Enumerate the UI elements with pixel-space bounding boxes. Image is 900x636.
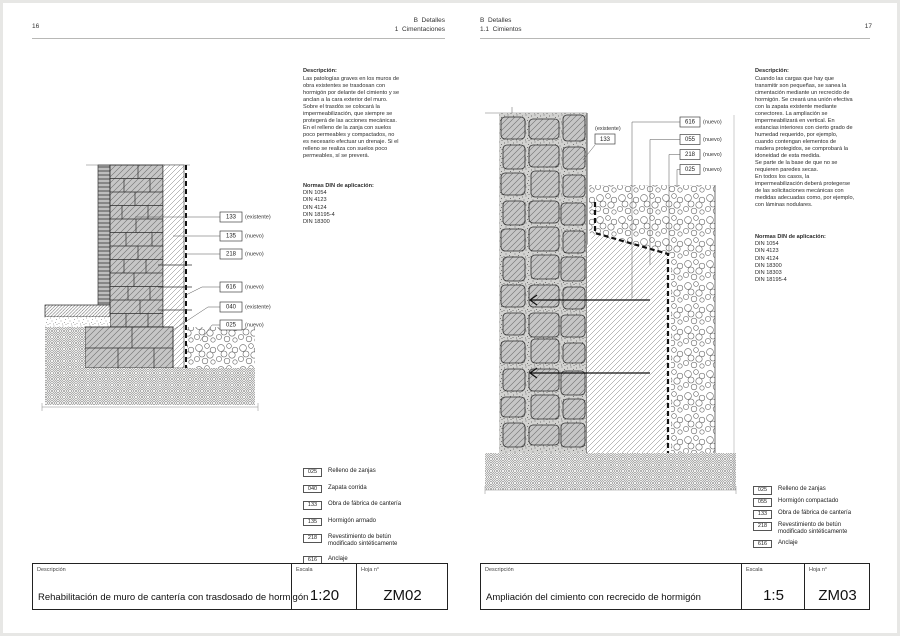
material-legend (303, 468, 410, 573)
description-paragraph: Cuando las cargas que hay que transmitir son pequeñas, se sanea la cimentación mediante un recrecido de hormigón. Se creará una unión efectiva con la zapata existente mediante conectores. La ampliación se impermeabilizará en vertical. En estancias interiores con cierto grado de humedad requerido, por ejemplo, cuando contengan elementos de madera protegidos, se comprobará la idoneidad de esta medida. (755, 76, 853, 159)
callout-labels (595, 117, 722, 175)
legend-row (303, 518, 410, 527)
header-rule (480, 38, 870, 39)
description-paragraph: En el relleno de la zanja con suelos poco permeables y compactados, no es necesario efectuar un drenaje. Si el relleno se realiza con suelos poco permeables, sí se preverá. (303, 125, 399, 159)
header-line1: B Detalles (413, 17, 445, 24)
legend-code: 040 (303, 485, 322, 494)
page-number: 17 (864, 23, 872, 30)
svg-text:(nuevo): (nuevo) (703, 166, 722, 173)
sheet-number: ZM02 (383, 587, 422, 604)
din-norm: DIN 4123 (755, 248, 779, 255)
svg-text:(existente): (existente) (595, 126, 621, 132)
din-norm: DIN 18195-4 (303, 211, 335, 218)
sheet-label: Hoja n° (809, 567, 828, 573)
scale-label: Escala (296, 567, 313, 573)
callout-135 (220, 231, 264, 241)
legend-code: 616 (753, 540, 772, 549)
masonry-wall (485, 107, 587, 453)
din-norms-title: Normas DIN de aplicación: (755, 234, 826, 240)
din-norm: DIN 1054 (755, 241, 779, 248)
svg-text:(nuevo): (nuevo) (703, 136, 722, 143)
interior-floor (45, 305, 110, 327)
scale-cell (291, 564, 357, 609)
description-title: Descripción: (755, 68, 789, 74)
callout-218 (220, 249, 264, 259)
legend-code: 218 (753, 522, 772, 531)
title-block (32, 563, 448, 610)
din-norm: DIN 1054 (303, 190, 327, 197)
svg-text:025: 025 (225, 322, 237, 329)
soil-hatch (485, 453, 736, 490)
svg-text:(nuevo): (nuevo) (245, 233, 264, 240)
svg-text:055: 055 (684, 137, 696, 144)
legend-label: Hormigón compactado (778, 498, 839, 504)
description-paragraph: En todos los casos, la impermeabilización deberá protegerse de las solicitaciones mecánicas con medidas adecuadas como, por ejemplo, con láminas nodulares. (755, 174, 855, 208)
header-line1: B Detalles (480, 17, 512, 24)
svg-text:133: 133 (599, 137, 611, 144)
titleblock-desc-label: Descripción (485, 567, 514, 573)
legend-code: 133 (753, 510, 772, 519)
din-norm: DIN 4124 (303, 204, 327, 211)
svg-text:218: 218 (684, 152, 696, 159)
legend-label: Relleno de zanjas (778, 486, 826, 492)
legend-row (303, 468, 410, 477)
svg-text:(nuevo): (nuevo) (703, 119, 722, 126)
scale-label: Escala (746, 567, 763, 573)
din-norm: DIN 18195-4 (755, 277, 787, 284)
din-norm: DIN 18300 (303, 219, 330, 226)
sheet-number: ZM03 (818, 587, 857, 604)
callout-133 (220, 212, 271, 222)
material-legend (753, 486, 860, 552)
svg-text:133: 133 (225, 214, 237, 221)
scale-cell (741, 564, 805, 609)
svg-text:040: 040 (225, 304, 237, 311)
svg-text:218: 218 (225, 251, 237, 258)
din-norm: DIN 18300 (755, 262, 782, 269)
callout-616 (680, 117, 722, 127)
legend-code: 135 (303, 518, 322, 527)
description-paragraph: Las patologías graves en los muros de obra existentes se trasdosan con hormigón por delante del cimiento y se anclan a la cara exterior del muro. Sobre el trasdós se colocará la impermeabilización, que siempre se protegerá de las acciones mecánicas. (303, 76, 400, 124)
callout-labels (220, 212, 271, 330)
legend-code: 616 (303, 556, 322, 565)
callout-616 (220, 282, 264, 292)
title-block (480, 563, 870, 610)
titleblock-desc-label: Descripción (37, 567, 66, 573)
legend-label: Revestimiento de betún modificado sintéticamente (328, 534, 398, 547)
header-line2: 1 Cimentaciones (394, 26, 445, 33)
scale-value: 1:20 (309, 587, 340, 604)
svg-text:(nuevo): (nuevo) (245, 251, 264, 258)
callout-218 (680, 150, 722, 160)
drawing-title: Ampliación del cimiento con recrecido de hormigón (486, 592, 701, 603)
page-number: 16 (32, 23, 40, 30)
legend-row (753, 522, 860, 536)
drawing-title: Rehabilitación de muro de cantería con trasdosado de hormigón (38, 592, 309, 603)
scale-value: 1:5 (763, 587, 784, 604)
sheet-cell (804, 564, 870, 609)
svg-text:135: 135 (225, 233, 237, 240)
legend-code: 025 (753, 486, 772, 495)
legend-label: Obra de fábrica de cantería (328, 501, 402, 507)
legend-row (303, 485, 410, 494)
din-norms-title: Normas DIN de aplicación: (303, 183, 374, 189)
din-norms-block (755, 234, 855, 284)
detail-drawing-zm02 (40, 145, 302, 415)
legend-row (753, 498, 860, 507)
legend-row (753, 486, 860, 495)
header-line2: 1.1 Cimientos (480, 26, 522, 33)
legend-label: Zapata corrida (328, 484, 367, 491)
strip-footing (85, 327, 173, 368)
concrete-underpinning (587, 233, 668, 453)
description-paragraph: Se parte de la base de que no se requieren paredes secas. (755, 160, 838, 173)
legend-label: Revestimiento de betún modificado sintéticamente (778, 522, 848, 535)
svg-text:(nuevo): (nuevo) (245, 284, 264, 291)
callout-040 (220, 302, 271, 312)
callout-025 (680, 165, 722, 175)
svg-text:(nuevo): (nuevo) (245, 322, 264, 329)
description-title: Descripción: (303, 68, 337, 74)
din-norm: DIN 18303 (755, 270, 782, 277)
callout-025 (220, 320, 264, 330)
header-rule (32, 38, 445, 39)
legend-code: 055 (753, 498, 772, 507)
din-norms-block (303, 183, 400, 226)
page-17 (455, 0, 900, 636)
svg-text:(nuevo): (nuevo) (703, 151, 722, 158)
detail-drawing-zm03 (485, 105, 745, 500)
svg-text:616: 616 (225, 284, 237, 291)
svg-text:616: 616 (684, 119, 696, 126)
din-norm: DIN 4124 (755, 255, 779, 262)
svg-text:(existente): (existente) (245, 304, 271, 311)
legend-label: Anclaje (328, 556, 348, 562)
callout-133 (595, 126, 621, 144)
callout-055 (680, 135, 722, 145)
legend-label: Anclaje (778, 539, 798, 546)
legend-row (303, 534, 410, 548)
legend-code: 025 (303, 468, 322, 477)
din-norm: DIN 4123 (303, 197, 327, 204)
description-block (755, 68, 855, 209)
legend-code: 218 (303, 534, 322, 543)
sheet-label: Hoja n° (361, 567, 380, 573)
legend-row (303, 501, 410, 510)
legend-code: 133 (303, 501, 322, 510)
legend-row (753, 510, 860, 519)
sheet-cell (356, 564, 448, 609)
legend-label: Hormigón armado (328, 517, 377, 524)
legend-label: Obra de fábrica de cantería (778, 510, 852, 516)
description-block (303, 68, 400, 160)
running-header (480, 16, 522, 34)
svg-text:025: 025 (684, 167, 696, 174)
svg-text:(existente): (existente) (245, 214, 271, 221)
legend-label: Relleno de zanjas (328, 468, 376, 474)
running-header (395, 16, 445, 34)
gravel-fill (187, 327, 255, 368)
legend-row (753, 540, 860, 549)
